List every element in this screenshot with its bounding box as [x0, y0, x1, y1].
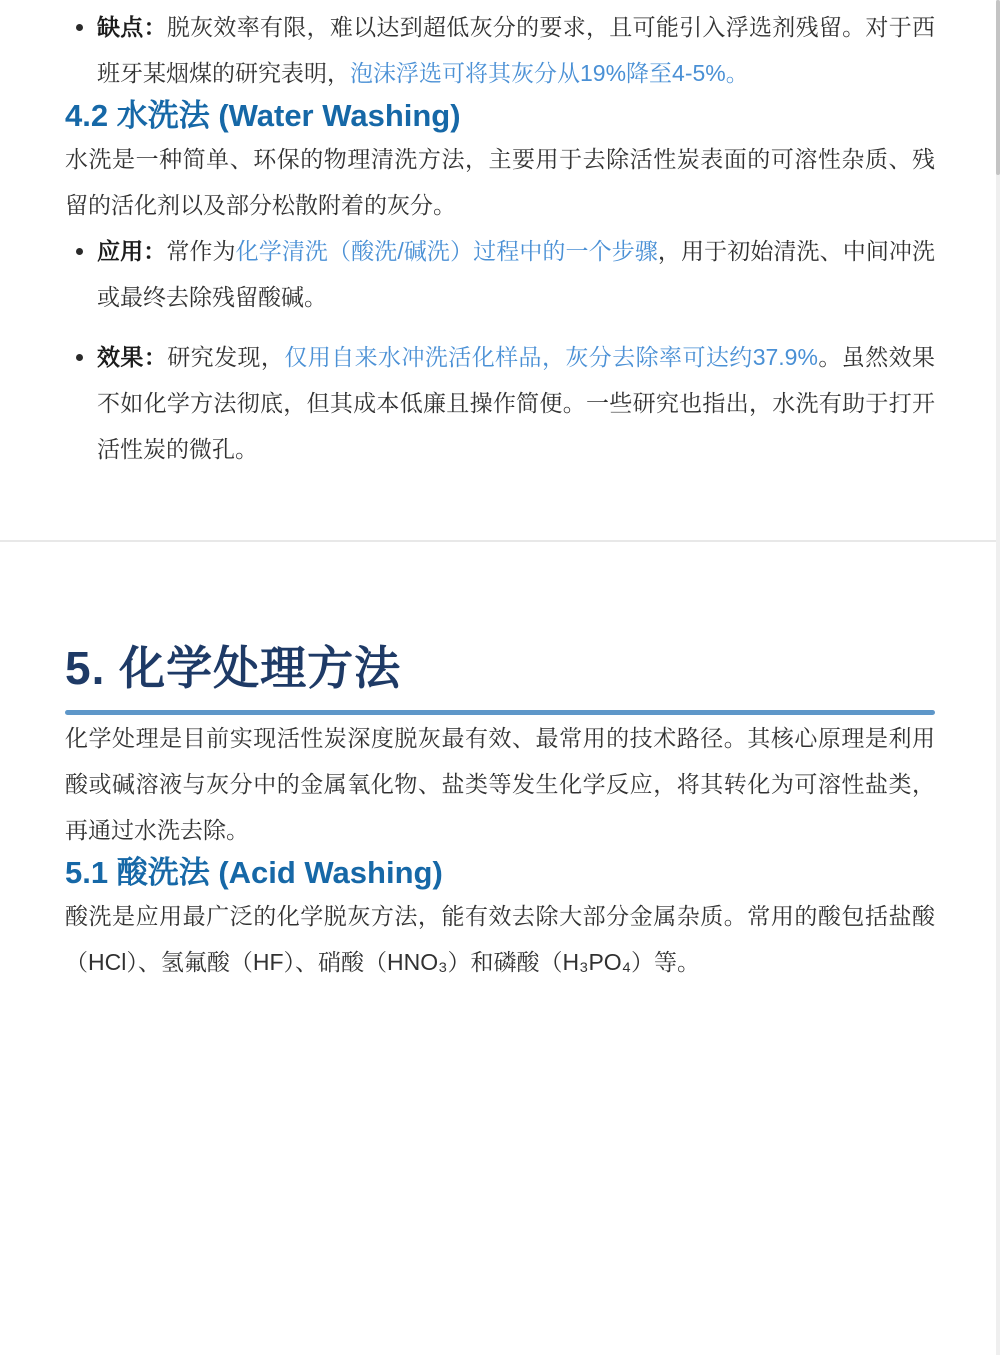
- flotation-cons-list: [65, 4, 935, 96]
- bold-label: 效果：: [97, 344, 168, 370]
- para-acid-washing-intro: 酸洗是应用最广泛的化学脱灰方法，能有效去除大部分金属杂质。常用的酸包括盐酸（HCl）、氢氟酸（HF）、硝酸（HNO₃）和磷酸（H₃PO₄）等。: [65, 903, 935, 975]
- bold-label: 缺点：: [97, 14, 167, 40]
- list-item-application: [97, 228, 935, 320]
- text-segment: 常作为: [166, 238, 236, 264]
- water-washing-list: [65, 228, 935, 472]
- highlight-link-text: 仅用自来水冲洗活化样品，灰分去除率可达约37.9%: [284, 344, 818, 370]
- scrollbar-thumb[interactable]: [996, 0, 1000, 175]
- list-item-effect: [97, 334, 935, 472]
- bold-label: 应用：: [97, 238, 167, 264]
- text-segment: 研究发现，: [167, 344, 285, 370]
- highlight-link-text: 泡沫浮选可将其灰分从19%降至4-5%。: [350, 60, 749, 86]
- section-physical-cleaning: [0, 0, 1000, 540]
- para-chemical-treatment-intro: 化学处理是目前实现活性炭深度脱灰最有效、最常用的技术路径。其核心原理是利用酸或碱溶液与灰分中的金属氧化物、盐类等发生化学反应，将其转化为可溶性盐类，再通过水洗去除。: [65, 725, 935, 843]
- para-water-washing-intro: 水洗是一种简单、环保的物理清洗方法，主要用于去除活性炭表面的可溶性杂质、残留的活化剂以及部分松散附着的灰分。: [65, 146, 935, 218]
- list-item-flotation-cons: [97, 4, 935, 96]
- section-chemical-treatment: [0, 542, 1000, 1105]
- heading-acid-washing: 5.1 酸洗法 (Acid Washing): [65, 855, 443, 890]
- text-segment: 。虽然效果不如化学方法彻底，但其成本低廉且操作简便。一些研究也指出，水洗有助于打开活性炭的微孔。: [97, 344, 936, 462]
- text-segment: 脱灰效率有限，难以达到超低灰分的要求，且可能引入浮选剂残留。对于西班牙某烟煤的研究表明，: [97, 14, 936, 86]
- highlight-link-text: 化学清洗（酸洗/碱洗）过程中的一个步骤: [235, 238, 658, 264]
- heading-water-washing: 4.2 水洗法 (Water Washing): [65, 98, 461, 133]
- heading-chemical-treatment: 5. 化学处理方法: [65, 642, 402, 694]
- scrollbar-track[interactable]: [996, 0, 1000, 1355]
- text-segment: ，用于初始清洗、中间冲洗或最终去除残留酸碱。: [97, 238, 936, 310]
